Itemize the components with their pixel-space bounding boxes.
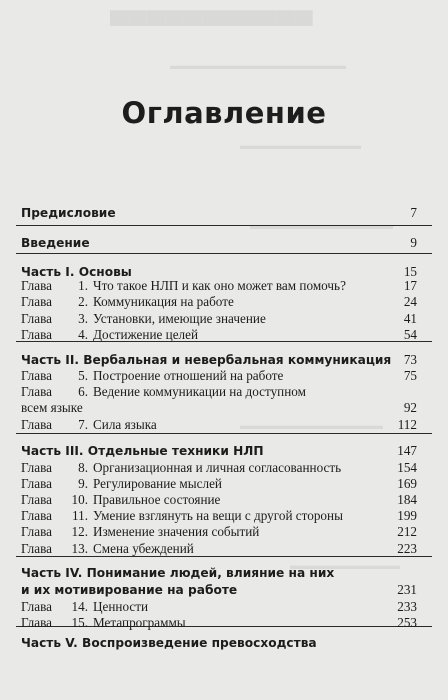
chapter-number: 13. — [71, 541, 88, 556]
page-number: 9 — [410, 235, 417, 250]
chapter-number: 8. — [78, 460, 88, 475]
ghost-line: ▬▬▬▬▬▬▬▬▬▬▬ — [240, 140, 361, 152]
page-number: 184 — [397, 492, 417, 507]
chapter-number: 6. — [78, 384, 88, 399]
chapter-title: Изменение значения событий — [93, 524, 260, 539]
page-number: 223 — [397, 541, 417, 556]
page-number: 92 — [403, 400, 417, 415]
chapter-title: Что такое НЛП и как оно может вам помочь? — [93, 278, 346, 293]
page-number: 17 — [403, 278, 417, 293]
chapter-word: Глава — [21, 384, 52, 399]
toc-continuation-line[interactable] — [21, 399, 417, 417]
chapter-word: Глава — [21, 541, 52, 556]
chapter-number: 15. — [71, 615, 88, 630]
toc-chapter-entry[interactable] — [21, 614, 417, 632]
page-number: 73 — [403, 352, 417, 367]
chapter-title: Умение взглянуть на вещи с другой стороны — [93, 508, 343, 523]
toc-part-heading[interactable] — [21, 581, 417, 599]
chapter-number: 9. — [78, 476, 88, 491]
chapter-number: 12. — [71, 524, 88, 539]
toc-part-heading[interactable] — [21, 634, 417, 652]
page-number: 147 — [397, 443, 417, 458]
ghost-line: ▬▬▬▬▬▬▬▬▬▬▬▬▬▬▬▬ — [170, 60, 346, 72]
chapter-word: Глава — [21, 311, 52, 326]
page-number: 41 — [403, 311, 417, 326]
chapter-number: 2. — [78, 294, 88, 309]
section-divider — [16, 253, 432, 254]
page-number: 212 — [397, 524, 417, 539]
toc-chapter-entry[interactable] — [21, 326, 417, 344]
chapter-number: 1. — [78, 278, 88, 293]
chapter-word: Глава — [21, 278, 52, 293]
part-title: Часть III. Отдельные техники НЛП — [21, 444, 264, 458]
chapter-word: Глава — [21, 327, 52, 342]
chapter-word: Глава — [21, 417, 52, 432]
toc-chapter-entry[interactable] — [21, 416, 417, 434]
page-number: 253 — [397, 615, 417, 630]
page-number: 199 — [397, 508, 417, 523]
page-title: Оглавление — [121, 96, 327, 130]
chapter-word: Глава — [21, 508, 52, 523]
page-number: 112 — [397, 417, 417, 432]
toc-chapter-entry[interactable] — [21, 540, 417, 558]
chapter-title: Ведение коммуникации на доступном — [93, 384, 306, 399]
chapter-number: 3. — [78, 311, 88, 326]
toc-front-matter-entry[interactable] — [21, 234, 417, 252]
chapter-number: 5. — [78, 368, 88, 383]
chapter-word: Глава — [21, 524, 52, 539]
page-number: 24 — [403, 294, 417, 309]
chapter-number: 14. — [71, 599, 88, 614]
chapter-number: 10. — [71, 492, 88, 507]
part-title: Часть II. Вербальная и невербальная коммуникация — [21, 353, 392, 367]
ghost-line: ▬▬▬▬▬▬▬▬▬▬▬▬▬ — [240, 420, 383, 432]
page-number: 233 — [397, 599, 417, 614]
chapter-word: Глава — [21, 615, 52, 630]
part-title: Часть V. Воспроизведение превосходства — [21, 636, 317, 650]
page-number: 15 — [403, 264, 417, 279]
chapter-word: Глава — [21, 476, 52, 491]
part-title: и их мотивирование на работе — [21, 583, 238, 597]
chapter-word: Глава — [21, 294, 52, 309]
chapter-word: Глава — [21, 599, 52, 614]
page-number: 169 — [397, 476, 417, 491]
page-number: 75 — [403, 368, 417, 383]
continuation-text: всем языке — [21, 400, 83, 415]
chapter-title: Достижение целей — [93, 327, 199, 342]
ghost-line: ▬▬▬▬▬▬▬▬▬▬ — [290, 560, 400, 572]
chapter-title: Сила языка — [93, 417, 157, 432]
front-matter-title: Введение — [21, 236, 90, 250]
toc-chapter-entry[interactable] — [21, 293, 417, 311]
front-matter-title: Предисловие — [21, 206, 116, 220]
chapter-title: Установки, имеющие значение — [93, 311, 266, 326]
toc-part-heading[interactable] — [21, 564, 417, 582]
toc-part-heading[interactable] — [21, 442, 417, 460]
chapter-title: Ценности — [93, 599, 149, 614]
chapter-title: Коммуникация на работе — [93, 294, 234, 309]
toc-chapter-entry[interactable] — [21, 523, 417, 541]
page-number: 54 — [403, 327, 417, 342]
page-number: 154 — [397, 460, 417, 475]
chapter-title: Организационная и личная согласованность — [93, 460, 342, 475]
chapter-title: Регулирование мыслей — [93, 476, 222, 491]
chapter-word: Глава — [21, 460, 52, 475]
chapter-number: 7. — [78, 417, 88, 432]
page-number: 7 — [410, 205, 417, 220]
section-divider — [16, 225, 432, 226]
chapter-number: 4. — [78, 327, 88, 342]
toc-front-matter-entry[interactable] — [21, 204, 417, 222]
chapter-title: Смена убеждений — [93, 541, 194, 556]
chapter-title: Построение отношений на работе — [93, 368, 284, 383]
mirrored-title-ghost: ▀▀▀▀▀▀▀▀▀▀▀ — [110, 10, 313, 40]
ghost-line: ▬▬▬▬▬▬▬▬▬▬▬▬▬ — [250, 220, 393, 232]
chapter-title: Правильное состояние — [93, 492, 221, 507]
chapter-word: Глава — [21, 492, 52, 507]
chapter-title: Метапрограммы — [93, 615, 186, 630]
chapter-word: Глава — [21, 368, 52, 383]
chapter-number: 11. — [72, 508, 88, 523]
page-number: 231 — [397, 582, 417, 597]
part-title: Часть IV. Понимание людей, влияние на них — [21, 566, 335, 580]
part-title: Часть I. Основы — [21, 265, 132, 279]
